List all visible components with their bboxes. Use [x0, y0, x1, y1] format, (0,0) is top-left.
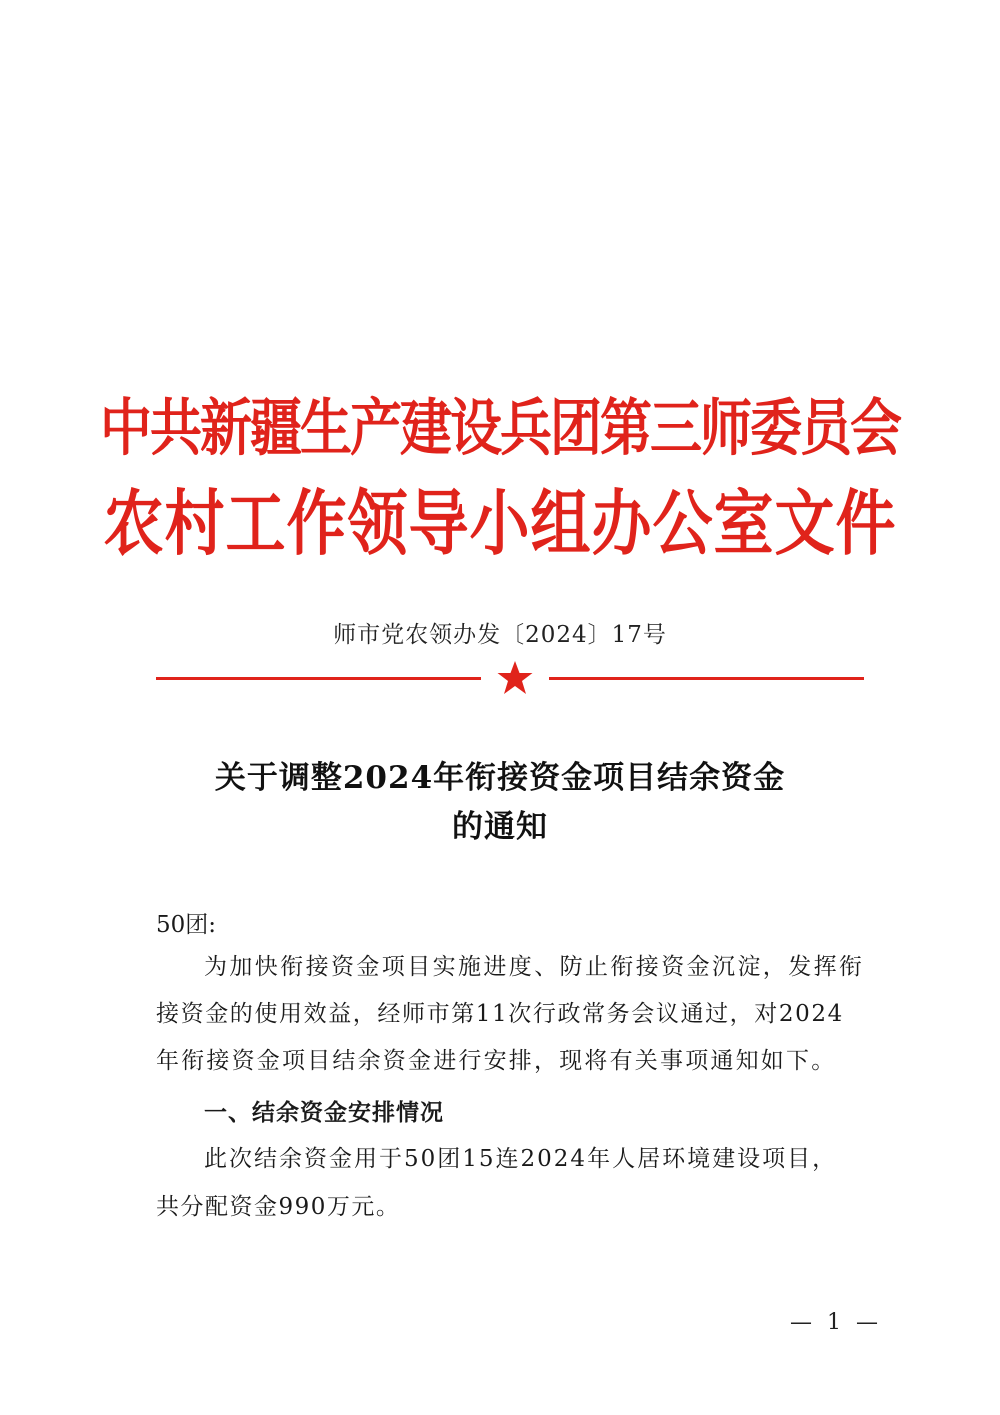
body-paragraph-2-line-1: 此次结余资金用于50团15连2024年人居环境建设项目， [204, 1146, 838, 1172]
red-divider-left [156, 677, 481, 680]
body-paragraph-1-line-3: 年衔接资金项目结余资金进行安排，现将有关事项通知如下。 [156, 1048, 837, 1074]
document-title-line-2: 的通知 [452, 809, 548, 845]
body-paragraph-2-line-2: 共分配资金990万元。 [156, 1194, 401, 1220]
page-number: — 1 — [790, 1310, 882, 1335]
star-icon [496, 660, 534, 696]
body-paragraph-1-line-1: 为加快衔接资金项目实施进度、防止衔接资金沉淀，发挥衔 [204, 954, 865, 980]
letterhead-line-2: 农村工作领导小组办公室文件 [103, 483, 897, 566]
document-number: 师市党农领办发〔2024〕17号 [333, 622, 667, 648]
letterhead-line-1: 中共新疆生产建设兵团第三师委员会 [99, 393, 900, 465]
document-title-line-1: 关于调整2024年衔接资金项目结余资金 [214, 760, 786, 796]
salutation: 50团: [156, 912, 217, 938]
red-divider-right [549, 677, 864, 680]
section-heading-1: 一、结余资金安排情况 [204, 1100, 444, 1126]
body-paragraph-1-line-2: 接资金的使用效益，经师市第11次行政常务会议通过，对2024 [156, 1001, 844, 1027]
